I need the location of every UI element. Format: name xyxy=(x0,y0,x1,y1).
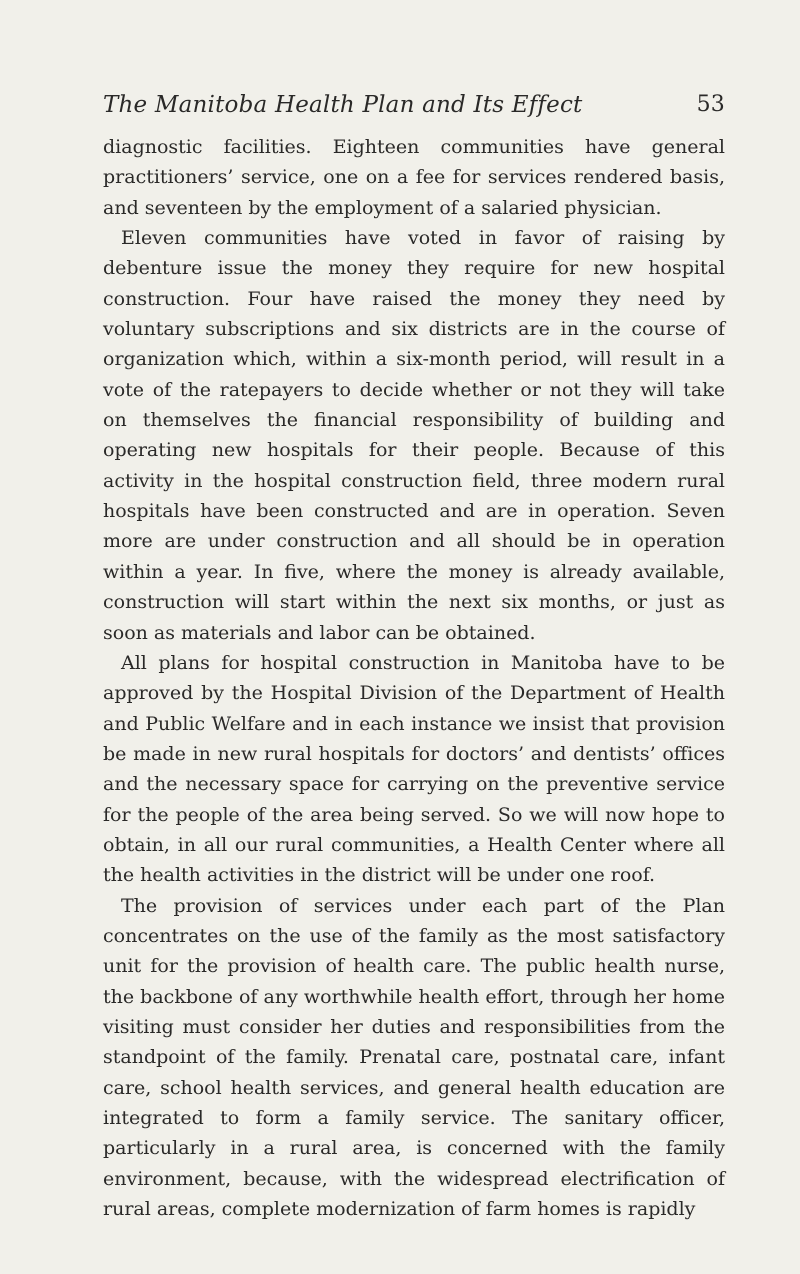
paragraph: All plans for hospital construction in Manitoba have to be approved by the Hospital Division of the Department of Health and Public Welfare and in each instance we insist that provision be made in new rural hospitals for doctors’ and dentists’ offices and the necessary space for carrying on the preventive service for the people of the area being served. So we will now hope to obtain, in all our rural communities, a Health Center where all the health activities in the district will be under one roof. xyxy=(103,651,725,887)
running-title: The Manitoba Health Plan and Its Effect xyxy=(103,92,583,118)
paragraph: The provision of services under each part of the Plan concentrates on the use of the family as the most satisfactory unit for the provision of health care. The public health nurse, the backbone of any worthwhile health effort, through her home visiting must consider her duties and responsibilities from the standpoint of the family. Prenatal care, postnatal care, infant care, school health services, and general health education are integrated to form a family service. The sanitary officer, particularly in a rural area, is concerned with the family environment, because, with the widespread electrification of rural areas, complete modernization of farm homes is rapidly xyxy=(103,894,725,1221)
body-text xyxy=(103,132,725,1224)
book-page xyxy=(103,92,725,1224)
paragraph: Eleven communities have voted in favor of raising by debenture issue the money they require for new hospital construction. Four have raised the money they need by voluntary subscriptions and six districts are in the course of organization which, within a six-month period, will result in a vote of the ratepayers to decide whether or not they will take on themselves the financial responsibility of building and operating new hospitals for their people. Because of this activity in the hospital construction field, three modern rural hospitals have been constructed and are in operation. Seven more are under construction and all should be in operation within a year. In five, where the money is already available, construction will start within the next six months, or just as soon as materials and labor can be obtained. xyxy=(103,227,725,644)
page-number: 53 xyxy=(696,92,725,117)
paragraph-continued: diagnostic facilities. Eighteen communities have general practitioners’ service, one on a fee for services rendered basis, and seventeen by the employment of a salaried physician. xyxy=(103,136,725,219)
running-header xyxy=(103,92,725,132)
